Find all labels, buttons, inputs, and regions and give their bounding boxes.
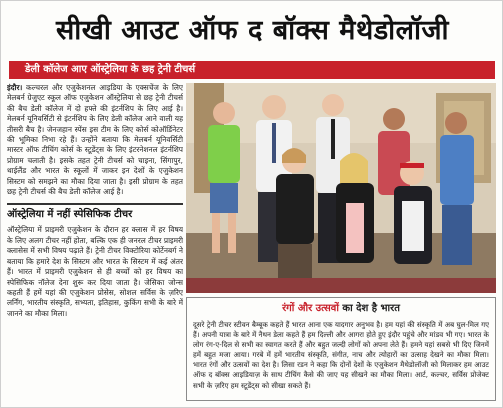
subheadline-band: डेली कॉलेज आए ऑस्ट्रेलिया के छह ट्रेनी टीचर्स: [9, 61, 495, 79]
section-heading: ऑस्ट्रेलिया में नहीं स्पेसिफिक टीचर: [7, 203, 183, 221]
headline: सीखी आउट ऑफ द बॉक्स मैथेडोलॉजी: [56, 15, 449, 46]
section-paragraph: ऑस्ट्रेलिया में प्राइमरी एजुकेशन के दौरान हर क्लास में हर विषय के लिए अलग टीचर नहीं होता, बल्कि एक ही जनरल टीचर प्राइमरी क्लासेस में सभी विषय पढ़ाते हैं। ट्रेनी टीचर विक्टोरिया कोर्टेनबर्ग ने बताया कि हमारे देश के सिस्टम और भारत के सिस्टम में कई अंतर हैं। भारत में प्राइमरी एजुकेशन से ही बच्चों को हर विषय का स्पेसिफिक नॉलेज देना शुरू कर दिया जाता है। जेसिका जोन्स कहती हैं हमें यहां की एजुकेशन प्रोसेस, सोशल सर्विस के ज़रिए लर्निंग, भारतीय संस्कृति, सभ्यता, इतिहास, कुकिंग सभी के बारे में जानने का मौका मिला।: [7, 225, 183, 318]
lead-paragraph: [7, 83, 183, 197]
festival-box: [186, 297, 496, 401]
group-photo-illustration: [186, 83, 496, 293]
dateline: इंदौर।: [7, 83, 23, 92]
box-heading-rest: का देश है भारत: [338, 303, 400, 314]
box-paragraph: दूसरे ट्रेनी टीचर स्टीवन बैम्बूक कहते हैं भारत आना एक यादगार अनुभव है। हम यहां की संस्कृति में अब घुल-मिल गए हैं। अपनी यात्रा के बारे में नैथन डेला कहते हैं हम दिल्ली और आगरा होते हुए इंदौर पहुंचे और मांडव भी गए। भारत के लोग रंग-ए-दिल से सभी का स्वागत करते हैं और बहुत जल्दी लोगों को अपना लेते हैं। हमने यहां सबसे भी दिए जिनमें हमें बहुत मजा आया। गरबे में हमें भारतीय संस्कृति, संगीत, नाच और त्योहारों का उत्साह देखने का मौका मिला। भारत रंगों और उत्सवों का देश है। लिसा रडन ने कहा कि दोनों देशों के एजुकेशन मैथेडोलॉजी को मिलाकर हम आउट ऑफ द बॉक्स आइडियाज़ के साथ टीचिंग कैसे की जाए यह सीखने का मौका मिला। आर्ट, कल्चर, सर्विस प्रोजेक्ट सभी के ज़रिए हम स्टूडेंट्स को सीखा सकते हैं।: [193, 320, 489, 390]
article-left-column: [7, 83, 183, 401]
box-heading-highlight: रंगों और उत्सवों: [282, 303, 339, 314]
lead-paragraph-text: कल्चरल और एजुकेशनल आइडिया के एक्सचेंज के लिए मेलबर्न ग्रेजुएट स्कूल ऑफ एजुकेशन ऑस्ट्रेलिया से छह ट्रेनी टीचर्स की बैच डेली कॉलेज में दो हफ्ते की इंटर्नशिप के लिए आई है। मेलबर्न यूनिवर्सिटी से इंटर्नशिप के लिए डेली कॉलेज आने वाली यह तीसरी बैच है। जेनजहान स्पेंस इस टीम के लिए कोर्स कोऑर्डिनेटर की भूमिका निभा रहे हैं। उन्होंने बताया कि मेलबर्न यूनिवर्सिटी मास्टर ऑफ टीचिंग कोर्स के स्टूडेंट्स के लिए इंटरनेशनल इंटर्नशिप प्रोग्राम चलाती है। इसके तहत ट्रेनी टीचर्स को चाइना, सिंगापुर, थाईलैंड और भारत के स्कूलों में जाकर इन देशों के एजुकेशन सिस्टम को समझने का मौका दिया जाता है। इसी प्रोग्राम के तहत छह ट्रेनी टीचर्स की बैच डेली कॉलेज आई है।: [7, 83, 183, 197]
box-heading: [193, 302, 489, 316]
group-photo: [186, 83, 496, 293]
